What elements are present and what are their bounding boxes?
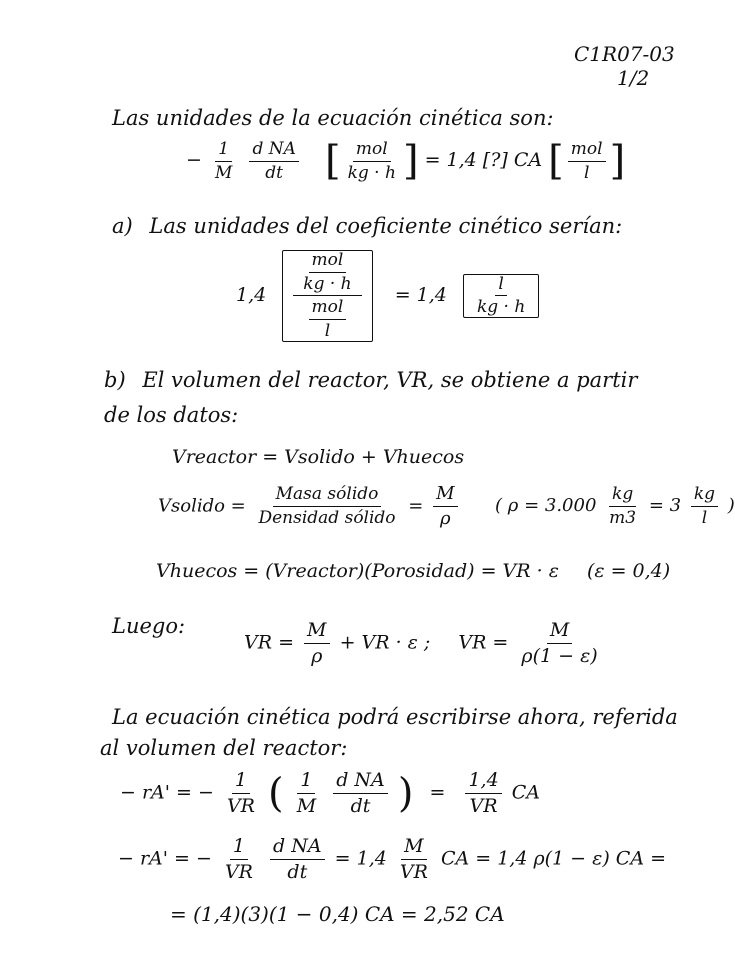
rate-equation-1: − rA' = − $\frac{1}{VR}$ ( $\frac{1}{M}$ $\frac{\text{d NA}}{dt}$ ) = $\frac{1,4}{VR}$ CA xyxy=(120,769,540,817)
solid-volume-equation: Vsolido = $\frac{\text{Masa sólido}}{\text{Densidad sólido}}$ = $\frac{M}{\rho}$ ( ρ = 3.000 $\frac{kg}{m3}$ = 3 $\frac{kg}{l}$ ) xyxy=(158,483,735,529)
coef-result-eq: = 1,4 xyxy=(394,283,447,306)
fraction-dna-dt: $\frac{\text{d NA}}{dt}$ xyxy=(249,140,298,182)
nested-fraction: $\frac{\frac{\text{mol}}{kg \cdot h}}{\frac{\text{mol}}{l}}$ xyxy=(293,251,361,341)
volume-sum-equation: Vreactor = Vsolido + Vhuecos xyxy=(172,446,465,468)
part-a-text: Las unidades del coeficiente cinético serían: xyxy=(149,214,623,238)
units-l-per-kg-h: $\frac{l}{kg \cdot h}$ xyxy=(476,273,526,318)
page-number: 1/2 xyxy=(617,66,650,90)
rewrite-text1: La ecuación cinética podrá escribirse ahora, referida xyxy=(112,705,678,729)
rate-units-equation: − $\frac{1}{M}$ $\frac{\text{d NA}}{dt}$ [ $\frac{\text{mol}}{kg \cdot h}$ ] = 1,4 [?] CA [ $\frac{\text{mol}}{l}$ ] xyxy=(186,138,626,184)
part-b-text1: El volumen del reactor, VR, se obtiene a partir xyxy=(142,368,638,392)
units-mol-per-l: $\frac{\text{mol}}{l}$ xyxy=(568,140,606,182)
mass-over-density: $\frac{\text{Masa sólido}}{\text{Densidad sólido}}$ xyxy=(258,484,396,528)
nested-fraction-bracket xyxy=(282,250,372,342)
rate-equation-2: − rA' = − $\frac{1}{VR}$ $\frac{\text{d NA}}{dt}$ = 1,4 $\frac{M}{VR}$ CA = 1,4 ρ(1 − ε) CA = xyxy=(118,835,667,883)
fraction-one-over-m: $\frac{1}{M}$ xyxy=(214,138,233,183)
units-mol-per-kg-h: $\frac{\text{mol}}{kg \cdot h}$ xyxy=(347,138,396,183)
reactor-volume-equation: VR = $\frac{M}{\rho}$ + VR · ε ; VR = $\frac{M}{\rho(1 - \varepsilon)}$ xyxy=(244,620,605,667)
void-volume-equation: Vhuecos = (Vreactor)(Porosidad) = VR · ε (ε = 0,4) xyxy=(156,560,671,582)
reactor-volume-result: $\frac{M}{\rho(1 - \varepsilon)}$ xyxy=(521,619,598,667)
density-note: ( ρ = 3.000 $\frac{kg}{m3}$ = 3 $\frac{kg}{l}$ ) xyxy=(495,484,735,528)
coef-value: 1,4 xyxy=(236,283,267,306)
part-a-heading xyxy=(112,214,622,238)
document-code: C1R07-03 xyxy=(574,42,675,66)
porosity-value: (ε = 0,4) xyxy=(586,560,671,582)
part-a-label: a) xyxy=(112,214,133,238)
part-b-text2: de los datos: xyxy=(104,403,239,427)
m-over-rho: $\frac{M}{\rho}$ xyxy=(433,484,457,529)
intro-text: Las unidades de la ecuación cinética son: xyxy=(112,106,554,130)
luego-label: Luego: xyxy=(112,614,186,638)
rate-equation-3: = (1,4)(3)(1 − 0,4) CA = 2,52 CA xyxy=(170,902,505,926)
part-b-label: b) xyxy=(104,368,126,392)
rate-mid: = 1,4 [?] CA xyxy=(424,149,543,171)
rewrite-text2: al volumen del reactor: xyxy=(100,736,348,760)
coefficient-units-equation xyxy=(236,250,539,342)
part-b-heading xyxy=(104,368,637,392)
